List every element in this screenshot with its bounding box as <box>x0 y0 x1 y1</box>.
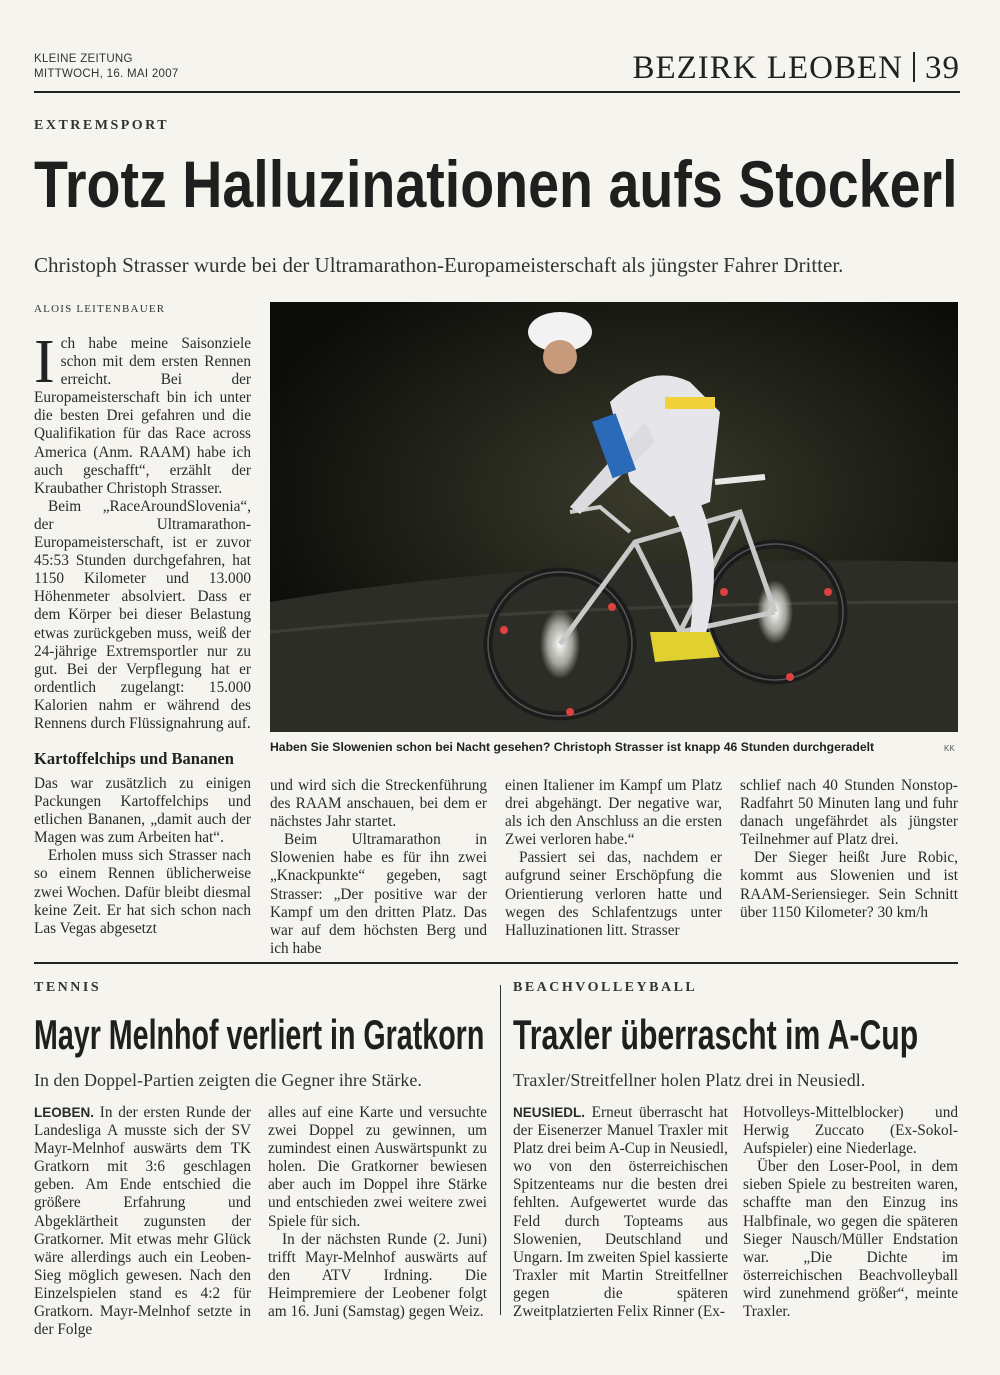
lead-deck: Christoph Strasser wurde bei der Ultramarathon-Europameisterschaft als jüngster Fahrer Dritter. <box>34 253 844 277</box>
lead-subhead: Kartoffelchips und Bananen <box>34 749 234 768</box>
tennis-deck: In den Doppel-Partien zeigten die Gegner ihre Stärke. <box>34 1070 422 1090</box>
lead-byline: ALOIS LEITENBAUER <box>34 303 166 315</box>
lead-paragraph-2: Beim „RaceAroundSlovenia“, der Ultramarathon-Europameisterschaft, ist er zuvor 45:53 Stunden durchgefahren, hat 1150 Kilometer und 13.000 Höhenmeter absolviert. Dass er dem Körper bei dieser Belastung etwas zurückgeben muss, weiß der 24-jährige Extremsportler nur zu gut. Bei der Verpflegung hat er ordentlich zugelangt: 15.000 Kalorien nahm er während des Rennens durch Flüssignahrung auf. <box>34 497 251 732</box>
header-rule <box>34 91 960 93</box>
lead-column-3-paragraph-1: einen Italiener im Kampf um Platz drei abgehängt. Der negative war, als ich den Anschluss an die ersten Zwei verloren habe.“ <box>505 777 722 849</box>
tennis-column-2 <box>268 1104 487 1321</box>
tennis-dateline: LEOBEN. <box>34 1105 95 1120</box>
lead-paragraph-4: Erholen muss sich Strasser nach so einem Rennen üblicherweise zwei Wochen. Dafür bleibt diesmal keine Zeit. Er hat sich schon nach Las Vegas abgesetzt <box>34 847 251 937</box>
tennis-text-2: alles auf eine Karte und versuchte zwei Doppel zu gewinnen, um zumindest einen Auswärtspunkt zu holen. Die Gratkorner bewiesen aber auch im Doppel ihre Stärke und entschieden zwei weitere zwei Spiele für sich. <box>268 1104 487 1230</box>
tennis-text-3: In der nächsten Runde (2. Juni) trifft Mayr-Melnhof auswärts auf den ATV Irdning. Die Heimpremiere der Leobener folgt am 16. Juni (Samstag) gegen Weiz. <box>268 1230 487 1321</box>
section-header <box>632 50 960 87</box>
paper-name: KLEINE ZEITUNG <box>34 53 133 65</box>
tennis-text-1: In der ersten Runde der Landesliga A musste sich der SV Mayr-Melnhof auswärts dem TK Gratkorn mit 3:6 geschlagen geben. Am Ende entschied die größere Erfahrung und Abgeklärtheit zugunsten der Gratkorner. Mit etwas mehr Glück wäre allerdings auch ein Leoben-Sieg möglich gewesen. Nach den Einzelspielen stand es 4:2 für Gratkorn. Mayr-Melnhof setzte in der Folge <box>34 1104 251 1339</box>
lead-column-4-paragraph-1: schlief nach 40 Stunden Nonstop-Radfahrt 50 Minuten lang und fuhr danach ungefährdet als jüngster Teilnehmer auf Platz drei. <box>740 777 958 849</box>
beach-deck: Traxler/Streitfellner holen Platz drei in Neusiedl. <box>513 1070 866 1090</box>
lead-paragraph-3: Das war zusätzlich zu einigen Packungen Kartoffelchips und etlichen Bananen, „damit auch der Magen was zum Arbeiten hat“. <box>34 775 251 847</box>
beach-headline: Traxler überrascht im A-Cup <box>513 1011 919 1058</box>
tennis-headline: Mayr Melnhof verliert in Gratkorn <box>34 1011 485 1058</box>
cyclist-illustration <box>270 302 958 732</box>
lead-column-4 <box>740 777 958 922</box>
page-number: 39 <box>925 50 960 86</box>
beach-dateline: NEUSIEDL. <box>513 1105 586 1120</box>
cyclist-photo <box>270 302 958 732</box>
lead-column-3-paragraph-2: Passiert sei das, nachdem er aufgrund seiner Erschöpfung die Orientierung verloren hatte und wegen des Schlafentzugs unter Halluzinationen litt. Strasser <box>505 849 722 939</box>
lead-paragraph-1: ch habe meine Saisonziele schon mit dem ersten Rennen erreicht. Bei der Europameisterschaft bin ich unter die besten Drei gefahren und die Qualifikation für das Race across America (Anm. RAAM) habe ich auch geschafft“, erzählt der Kraubather Christoph Strasser. <box>34 335 251 497</box>
beach-column-1 <box>513 1104 728 1321</box>
beach-text-2: Hotvolleys-Mittelblocker) und Herwig Zuccato (Ex-Sokol-Aufspieler) eine Niederlage. <box>743 1104 958 1158</box>
beach-text-3: Über den Loser-Pool, in dem sieben Spiele zu bestreiten waren, schaffte man den Einzug ins Halbfinale, wo gegen die späteren Sieger Nausch/Müller Endstation war. „Die Dichte im österreichischen Beachvolleyball wird zunehmend größer“, meinte Traxler. <box>743 1158 958 1321</box>
column-divider <box>500 985 501 1315</box>
section-divider <box>34 962 958 964</box>
beach-text-1: Erneut überrascht hat der Eisenerzer Manuel Traxler mit Platz drei beim A-Cup in Neusiedl, wo von den österreichischen Spitzenteams nur die besten drei fehlten. Aufgewertet wurde das Feld durch Topteams aus Slowenien, Deutschland und Ungarn. Im zweiten Spiel kassierte Traxler mit Martin Streitfellner gegen die späteren Zweitplatzierten Felix Rinner (Ex- <box>513 1104 728 1321</box>
issue-date: MITTWOCH, 16. MAI 2007 <box>34 68 179 80</box>
lead-column-2-paragraph-1: und wird sich die Streckenführung des RAAM anschauen, bei dem er nächstes Jahr startet. <box>270 777 487 831</box>
lead-column-2 <box>270 777 487 958</box>
dropcap: I <box>34 328 55 396</box>
beach-column-2 <box>743 1104 958 1321</box>
lead-column-3 <box>505 777 722 940</box>
lead-headline: Trotz Halluzinationen aufs Stockerl <box>34 147 958 221</box>
tennis-column-1 <box>34 1104 251 1339</box>
lead-column-1-continued <box>34 775 251 938</box>
masthead-paper-info <box>34 52 179 82</box>
lead-column-2-paragraph-2: Beim Ultramarathon in Slowenien habe es für ihn zwei „Knackpunkte“ gegeben, sagt Strasser: „Der positive war der Kampf um den dritten Platz. Das war auf dem höchsten Berg und ich habe <box>270 831 487 957</box>
header-separator <box>913 52 915 82</box>
lead-kicker: EXTREMSPORT <box>34 118 170 133</box>
lead-column-4-paragraph-2: Der Sieger heißt Jure Robic, kommt aus Slowenien und ist RAAM-Seriensieger. Sein Schnitt über 1150 Kilometer? 30 km/h <box>740 849 958 921</box>
lead-column-1 <box>34 328 251 733</box>
section-title: BEZIRK LEOBEN <box>632 50 903 86</box>
beach-kicker: BEACHVOLLEYBALL <box>513 980 698 995</box>
photo-credit: KK <box>944 744 955 753</box>
tennis-kicker: TENNIS <box>34 980 102 995</box>
photo-caption: Haben Sie Slowenien schon bei Nacht gesehen? Christoph Strasser ist knapp 46 Stunden durchgeradelt <box>270 740 875 754</box>
